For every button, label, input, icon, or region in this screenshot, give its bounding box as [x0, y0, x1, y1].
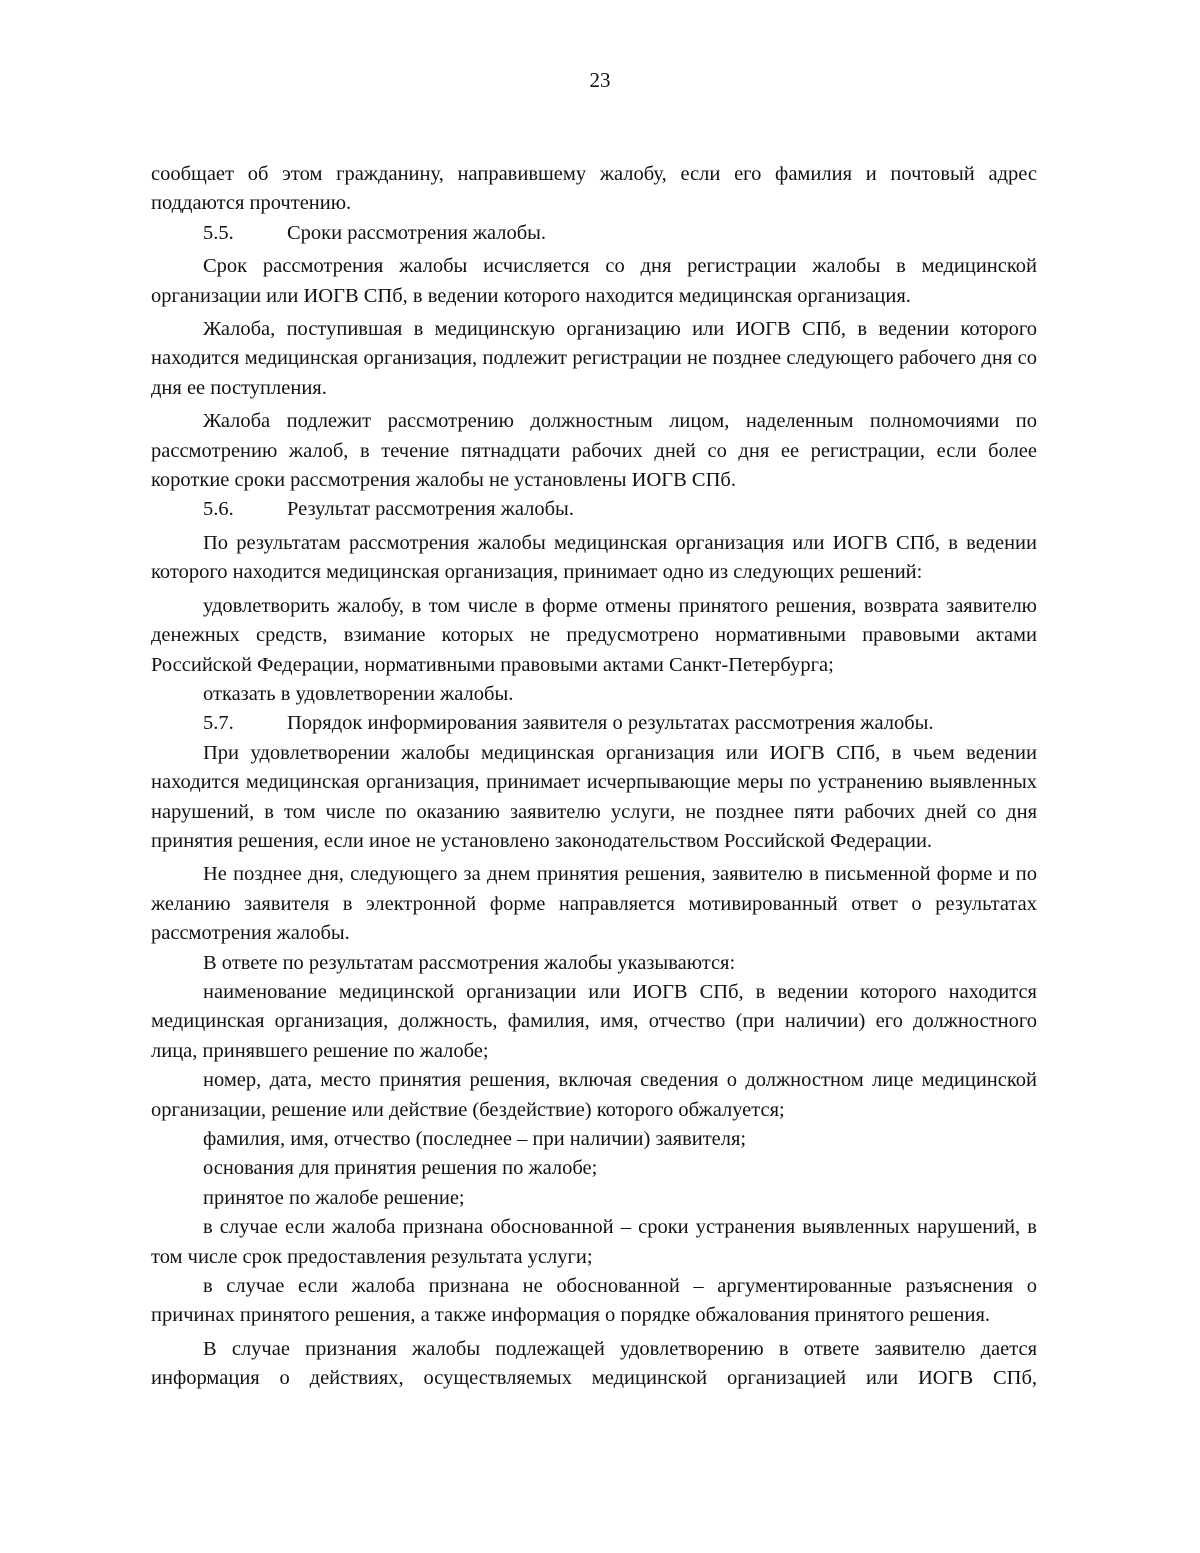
- paragraph: По результатам рассмотрения жалобы медицинская организация или ИОГВ СПб, в ведении которого находится медицинская организация, принимает одно из следующих решений:: [151, 531, 1037, 584]
- list-item: отказать в удовлетворении жалобы.: [203, 682, 514, 705]
- section-number: 5.5.: [203, 221, 234, 244]
- section-title: Сроки рассмотрения жалобы.: [287, 221, 547, 244]
- list-item: в случае если жалоба признана обоснованной – сроки устранения выявленных нарушений, в том числе срок предоставления результата услуги;: [151, 1216, 1037, 1268]
- list-item: удовлетворить жалобу, в том числе в форме отмены принятого решения, возврата заявителю денежных средств, взимание которых не предусмотрено нормативными правовыми актами Российской Федерации, нормативными правовыми актами Санкт-Петербурга;: [151, 594, 1037, 676]
- list-item: основания для принятия решения по жалобе;: [203, 1157, 598, 1180]
- section-title: Результат рассмотрения жалобы.: [287, 498, 574, 521]
- list-item: фамилия, имя, отчество (последнее – при наличии) заявителя;: [203, 1128, 747, 1150]
- paragraph: В случае признания жалобы подлежащей удовлетворению в ответе заявителю дается информация о действиях, осуществляемых медицинской организацией или ИОГВ СПб,: [151, 1337, 1037, 1390]
- paragraph: Жалоба, поступившая в медицинскую организацию или ИОГВ СПб, в ведении которого находится медицинская организация, подлежит регистрации не позднее следующего рабочего дня со дня ее поступления.: [151, 318, 1037, 399]
- section-title: Порядок информирования заявителя о результатах рассмотрения жалобы.: [287, 712, 934, 735]
- paragraph: Жалоба подлежит рассмотрению должностным лицом, наделенным полномочиями по рассмотрению жалоб, в течение пятнадцати рабочих дней со дня ее регистрации, если более короткие сроки рассмотрения жалобы не установлены ИОГВ СПб.: [151, 410, 1037, 492]
- paragraph: Не позднее дня, следующего за днем принятия решения, заявителю в письменной форме и по желанию заявителя в электронной форме направляется мотивированный ответ о результатах рассмотрения жалобы.: [151, 863, 1037, 945]
- list-item: принятое по жалобе решение;: [203, 1186, 465, 1209]
- list-item: номер, дата, место принятия решения, включая сведения о должностном лице медицинской организации, решение или действие (бездействие) которого обжалуется;: [151, 1069, 1037, 1121]
- paragraph: Срок рассмотрения жалобы исчисляется со дня регистрации жалобы в медицинской организации или ИОГВ СПб, в ведении которого находится медицинская организация.: [151, 255, 1037, 307]
- paragraph: В ответе по результатам рассмотрения жалобы указываются:: [203, 951, 736, 974]
- section-heading-5-5: [151, 219, 1037, 248]
- document-body: [151, 160, 1037, 1394]
- list-item: наименование медицинской организации или ИОГВ СПб, в ведении которого находится медицинская организация, должность, фамилия, имя, отчество (при наличии) его должностного лица, принявшего решение по жалобе;: [151, 980, 1037, 1062]
- paragraph: сообщает об этом гражданину, направившему жалобу, если его фамилия и почтовый адрес поддаются прочтению.: [151, 163, 1037, 215]
- page-number: 23: [589, 68, 611, 92]
- paragraph: При удовлетворении жалобы медицинская организация или ИОГВ СПб, в чьем ведении находится медицинская организация, принимает исчерпывающие меры по устранению выявленных нарушений, в том числе по оказанию заявителю услуги, не позднее пяти рабочих дней со дня принятия решения, если иное не установлено законодательством Российской Федерации.: [151, 741, 1037, 852]
- section-heading-5-6: [151, 495, 1037, 524]
- section-heading-5-7: [151, 709, 1037, 738]
- section-number: 5.6.: [203, 498, 234, 521]
- list-item: в случае если жалоба признана не обоснованной – аргументированные разъяснения о причинах принятого решения, а также информация о порядке обжалования принятого решения.: [151, 1275, 1037, 1327]
- section-number: 5.7.: [203, 712, 234, 735]
